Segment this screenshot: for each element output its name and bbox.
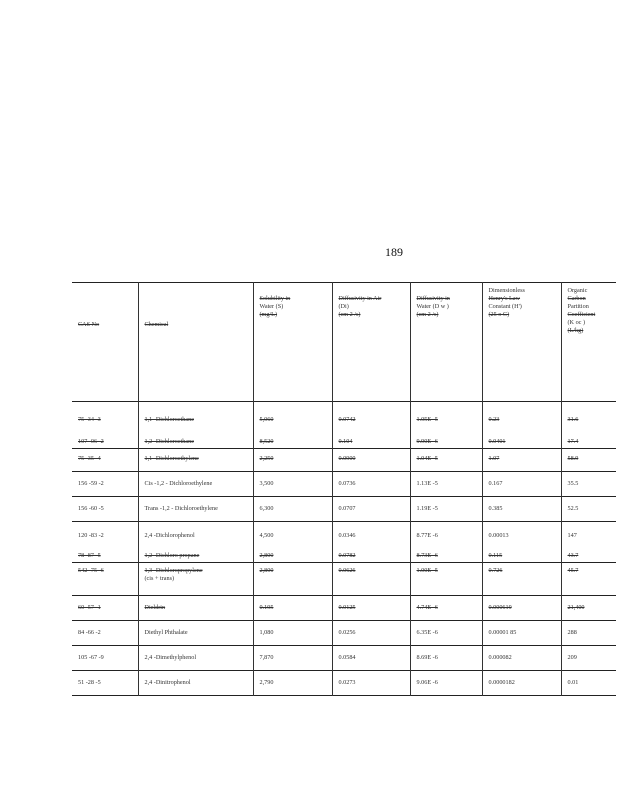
chemical-line: (cis + trans) <box>144 575 175 582</box>
organic-cell: 45.7 <box>561 563 616 596</box>
cas-cell: 105 -67 -9 <box>78 654 104 661</box>
cas-cell: 75 -35 -4 <box>78 455 101 462</box>
organic-cell: 21,400 <box>561 596 616 621</box>
page-number: 189 <box>385 245 403 259</box>
table-row <box>72 430 616 449</box>
header-organic-carbon <box>561 283 616 402</box>
diff-air-cell: 0.0584 <box>332 646 410 671</box>
organic-cell: 147 <box>561 522 616 545</box>
cas-cell: 156 -60 -5 <box>78 505 104 512</box>
henry-cell: 0.726 <box>482 563 561 596</box>
henry-cell: 1.07 <box>482 449 561 472</box>
cas-cell: 84 -66 -2 <box>78 629 101 636</box>
cas-cell: 51 -28 -5 <box>78 679 101 686</box>
chemical-cell: Trans -1,2 - Dichloroethylene <box>138 497 253 522</box>
header-line: Diffusivity in Air <box>338 295 382 302</box>
cas-cell: 542 -75 -6 <box>78 567 104 574</box>
header-line: Partition <box>567 303 589 310</box>
header-henry-constant <box>482 283 561 402</box>
diff-air-cell: 0.0736 <box>332 472 410 497</box>
henry-cell: 0.000082 <box>482 646 561 671</box>
diff-air-cell: 0.0256 <box>332 621 410 646</box>
solubility-cell: 5,060 <box>253 402 332 431</box>
chemical-properties-table <box>72 282 616 696</box>
diff-water-cell: 1.13E -5 <box>410 472 482 497</box>
henry-cell: 0.23 <box>482 402 561 431</box>
diff-air-cell: 0.0782 <box>332 544 410 563</box>
diff-water-cell: 1.05E -5 <box>410 402 482 431</box>
chemical-cell: 1,1 -Dichloroethylene <box>138 449 253 472</box>
cas-cell: 75 -34 -3 <box>78 416 101 423</box>
diff-water-cell: 6.35E -6 <box>410 621 482 646</box>
header-line: Dimensionless <box>488 287 525 294</box>
header-line: Organic <box>567 287 588 294</box>
header-diffusivity-air <box>332 283 410 402</box>
header-line: (25 o C) <box>488 311 510 318</box>
header-line: (K oc ) <box>567 319 586 326</box>
organic-cell: 52.5 <box>561 497 616 522</box>
chemical-cell: Dieldrin <box>138 596 253 621</box>
table-row <box>72 671 616 696</box>
chemical-cell: 1,2 -Dichloroethane <box>138 430 253 449</box>
header-line: Constant (H') <box>488 303 522 310</box>
organic-cell: 288 <box>561 621 616 646</box>
table-header-row <box>72 283 616 402</box>
henry-cell: 0.000619 <box>482 596 561 621</box>
chemical-properties-table-container <box>72 282 616 696</box>
solubility-cell: 6,300 <box>253 497 332 522</box>
chemical-cell <box>138 563 253 596</box>
cas-cell: 156 -59 -2 <box>78 480 104 487</box>
solubility-cell: 7,870 <box>253 646 332 671</box>
header-line: Diffusivity in <box>416 295 450 302</box>
organic-cell: 58.9 <box>561 449 616 472</box>
diff-water-cell: 1.19E -5 <box>410 497 482 522</box>
cas-cell: 107 -06 -2 <box>78 438 104 445</box>
solubility-cell: 4,500 <box>253 522 332 545</box>
chemical-cell: 2,4 -Dinitrophenol <box>138 671 253 696</box>
organic-cell: 209 <box>561 646 616 671</box>
header-cas-no: CAS No <box>78 321 100 328</box>
diff-water-cell: 4.74E -6 <box>410 596 482 621</box>
header-line: Water (D w ) <box>416 303 449 310</box>
solubility-cell: 0.195 <box>253 596 332 621</box>
diff-air-cell: 0.0273 <box>332 671 410 696</box>
organic-cell: 35.5 <box>561 472 616 497</box>
header-line: Henry's Law <box>488 295 521 302</box>
organic-cell: 0.01 <box>561 671 616 696</box>
cas-cell: 60 -57 -1 <box>78 604 101 611</box>
diff-water-cell: 1.04E -5 <box>410 449 482 472</box>
table-row <box>72 563 616 596</box>
header-solubility <box>253 283 332 402</box>
table-row <box>72 596 616 621</box>
chemical-cell: 1,2 -Dichloro propane <box>138 544 253 563</box>
chemical-cell: Cis -1,2 - Dichloroethylene <box>138 472 253 497</box>
diff-air-cell: 0.0125 <box>332 596 410 621</box>
table-row <box>72 497 616 522</box>
header-line: (cm 2 /s) <box>338 311 361 318</box>
henry-cell: 0.0401 <box>482 430 561 449</box>
diff-air-cell: 0.0707 <box>332 497 410 522</box>
solubility-cell: 2,800 <box>253 544 332 563</box>
solubility-cell: 1,080 <box>253 621 332 646</box>
header-line: Water (S) <box>259 303 284 310</box>
table-row <box>72 522 616 545</box>
henry-cell: 0.00001 85 <box>482 621 561 646</box>
diff-water-cell: 9.06E -6 <box>410 671 482 696</box>
henry-cell: 0.385 <box>482 497 561 522</box>
table-row <box>72 544 616 563</box>
diff-air-cell: 0.0742 <box>332 402 410 431</box>
table-row <box>72 472 616 497</box>
solubility-cell: 2,250 <box>253 449 332 472</box>
solubility-cell: 3,500 <box>253 472 332 497</box>
cas-cell: 78 -87 -5 <box>78 552 101 559</box>
diff-water-cell: 8.73E -6 <box>410 544 482 563</box>
header-chemical: Chemical <box>138 283 253 402</box>
header-line: (Di) <box>338 303 349 310</box>
diff-water-cell: 9.90E -6 <box>410 430 482 449</box>
diff-water-cell: 8.77E -6 <box>410 522 482 545</box>
solubility-cell: 8,520 <box>253 430 332 449</box>
henry-cell: 0.0000182 <box>482 671 561 696</box>
chemical-cell: 2,4 -Dimethylphenol <box>138 646 253 671</box>
header-line: Carbon <box>567 295 586 302</box>
table-row <box>72 621 616 646</box>
table-row <box>72 646 616 671</box>
henry-cell: 0.167 <box>482 472 561 497</box>
chemical-line: 1,3 -Dichloropropylene <box>144 567 203 574</box>
organic-cell: 31.6 <box>561 402 616 431</box>
header-line: (L/kg) <box>567 327 584 334</box>
henry-cell: 0.00013 <box>482 522 561 545</box>
diff-air-cell: 0.104 <box>332 430 410 449</box>
chemical-cell: Diethyl Phthalate <box>138 621 253 646</box>
cas-cell: 120 -83 -2 <box>78 532 104 539</box>
organic-cell: 17.4 <box>561 430 616 449</box>
header-line: (mg/L) <box>259 311 278 318</box>
table-row <box>72 449 616 472</box>
organic-cell: 43.7 <box>561 544 616 563</box>
diff-air-cell: 0.0346 <box>332 522 410 545</box>
solubility-cell: 2,800 <box>253 563 332 596</box>
header-diffusivity-water <box>410 283 482 402</box>
diff-air-cell: 0.0900 <box>332 449 410 472</box>
header-line: (cm 2 /s) <box>416 311 439 318</box>
diff-water-cell: 1.00E -5 <box>410 563 482 596</box>
chemical-cell: 2,4 -Dichlorophenol <box>138 522 253 545</box>
diff-water-cell: 8.69E -6 <box>410 646 482 671</box>
chemical-cell: 1,1 -Dichloroethane <box>138 402 253 431</box>
solubility-cell: 2,790 <box>253 671 332 696</box>
table-row <box>72 402 616 431</box>
header-line: Coefficient <box>567 311 596 318</box>
header-line: Solubility in <box>259 295 291 302</box>
henry-cell: 0.115 <box>482 544 561 563</box>
diff-air-cell: 0.0626 <box>332 563 410 596</box>
